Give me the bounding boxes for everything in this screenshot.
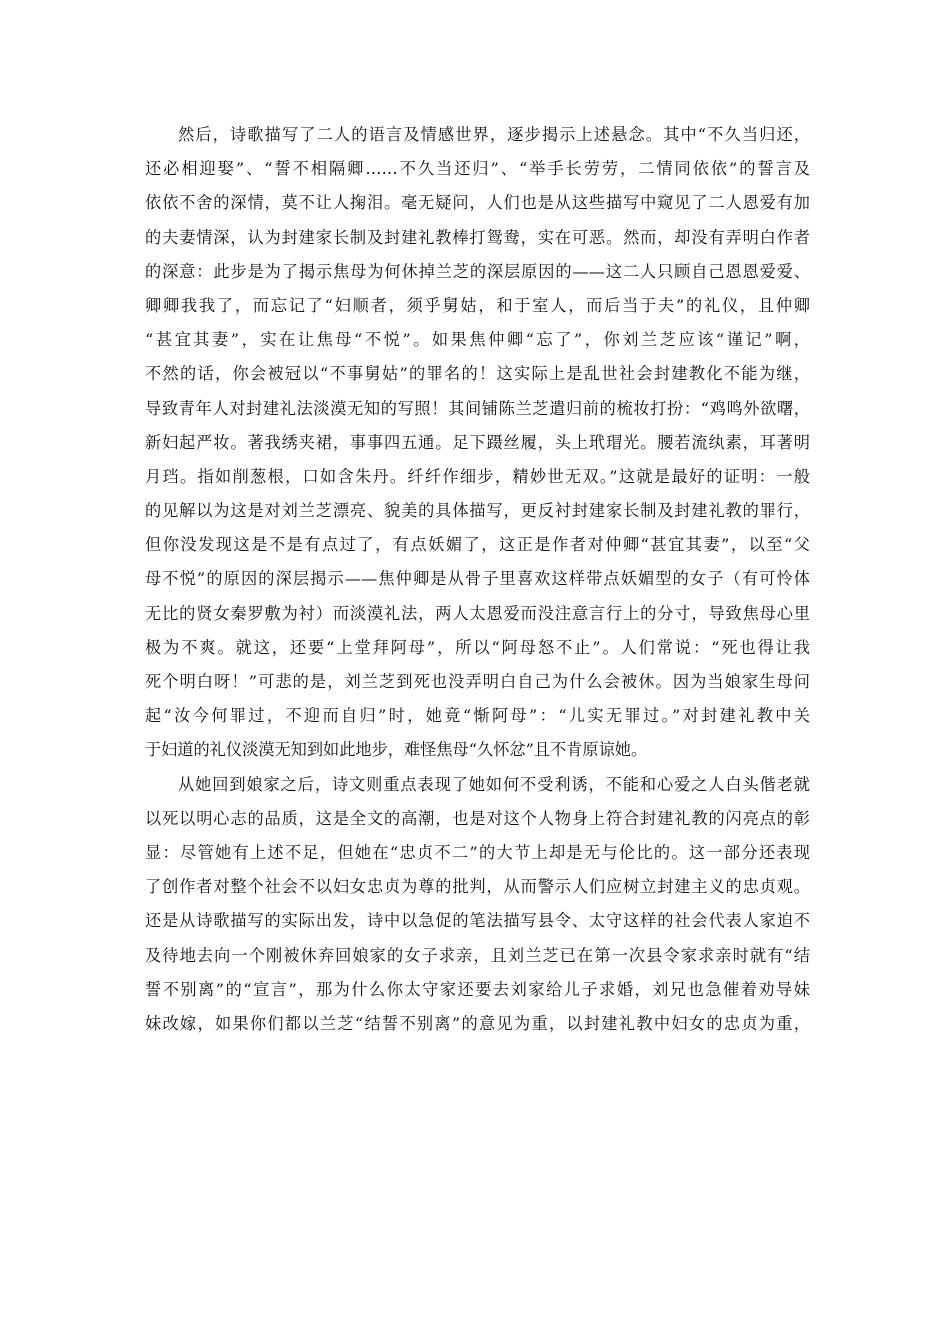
text-line: 卿卿我我了，而忘记了“妇顺者，须乎舅姑，和于室人，而后当于夫”的礼仪，且仲卿: [145, 295, 810, 315]
body-text: [145, 118, 810, 1041]
text-line: 的见解以为这是对刘兰芝漂亮、貌美的具体描写，更反衬封建家长制及封建礼教的罪行，: [145, 501, 810, 521]
text-line: 然后，诗歌描写了二人的语言及情感世界，逐步揭示上述悬念。其中“不久当归还，: [178, 125, 810, 144]
text-line: 的深意：此步是为了揭示焦母为何休掉兰芝的深层原因的——这二人只顾自己恩恩爱爱、: [145, 261, 810, 281]
text-line: 还必相迎娶”、“誓不相隔卿……不久当还归”、“举手长劳劳，二情同依依”的誓言及: [145, 159, 810, 179]
text-line: 无比的贤女秦罗敷为衬）而淡漠礼法，两人太恩爱而没注意言行上的分寸，导致焦母心里: [145, 603, 810, 623]
text-line: 起“汝今何罪过，不迎而自归”时，她竟“惭阿母”：“儿实无罪过。”对封建礼教中关: [145, 706, 810, 726]
text-line: “甚宜其妻”，实在让焦母“不悦”。如果焦仲卿“忘了”，你刘兰芝应该“谨记”啊，: [145, 330, 810, 350]
text-line: 导致青年人对封建礼法淡漠无知的写照！其间铺陈兰芝遣归前的梳妆打扮：“鸡鸣外欲曙，: [145, 398, 810, 418]
text-line: 母不悦”的原因的深层揭示——焦仲卿是从骨子里喜欢这样带点妖媚型的女子（有可怜体: [145, 569, 810, 589]
text-line: 了创作者对整个社会不以妇女忠贞为尊的批判，从而警示人们应树立封建主义的忠贞观。: [145, 877, 810, 897]
text-line: 新妇起严妆。著我绣夹裙，事事四五通。足下蹑丝履，头上玳瑁光。腰若流纨素，耳著明: [145, 432, 810, 452]
text-line: 死个明白呀！”可悲的是，刘兰芝到死也没弄明白自己为什么会被休。因为当娘家生母问: [145, 672, 810, 691]
text-line: 极为不爽。就这，还要“上堂拜阿母”，所以“阿母怒不止”。人们常说：“死也得让我: [145, 637, 810, 657]
text-line: 从她回到娘家之后，诗文则重点表现了她如何不受利诱，不能和心爱之人白头偕老就: [178, 774, 810, 794]
text-line: 依依不舍的深情，莫不让人掬泪。毫无疑问，人们也是从这些描写中窥见了二人恩爱有加: [145, 193, 810, 213]
text-line: 妹改嫁，如果你们都以兰芝“结誓不别离”的意见为重，以封建礼教中妇女的忠贞为重，: [145, 1013, 810, 1033]
text-line: 誓不别离”的“宣言”，那为什么你太守家还要去刘家给儿子求婚，刘兄也急催着劝导妹: [145, 979, 810, 999]
text-line: 不然的话，你会被冠以“不事舅姑”的罪名的！这实际上是乱世社会封建教化不能为继，: [145, 364, 810, 384]
text-line: 还是从诗歌描写的实际出发，诗中以急促的笔法描写县令、太守这样的社会代表人家迫不: [145, 911, 810, 931]
paragraph-2: [145, 768, 810, 1042]
text-line: 于妇道的礼仪淡漠无知到如此地步，难怪焦母“久怀忿”且不肯原谅她。: [145, 740, 648, 760]
text-line: 及待地去向一个刚被休弃回娘家的女子求亲，且刘兰芝已在第一次县令家求亲时就有“结: [145, 945, 810, 965]
paragraph-1: [145, 118, 810, 768]
text-line: 显：尽管她有上述不足，但她在“忠贞不二”的大节上却是无与伦比的。这一部分还表现: [145, 842, 810, 862]
text-line: 但你没发现这是不是有点过了，有点妖媚了，这正是作者对仲卿“甚宜其妻”，以至“父: [145, 535, 810, 555]
text-line: 月珰。指如削葱根，口如含朱丹。纤纤作细步，精妙世无双。”这就是最好的证明：一般: [145, 466, 810, 486]
text-line: 的夫妻情深，认为封建家长制及封建礼教棒打鸳鸯，实在可恶。然而，却没有弄明白作者: [145, 227, 810, 247]
text-line: 以死以明心志的品质，这是全文的高潮，也是对这个人物身上符合封建礼教的闪亮点的彰: [145, 808, 810, 828]
